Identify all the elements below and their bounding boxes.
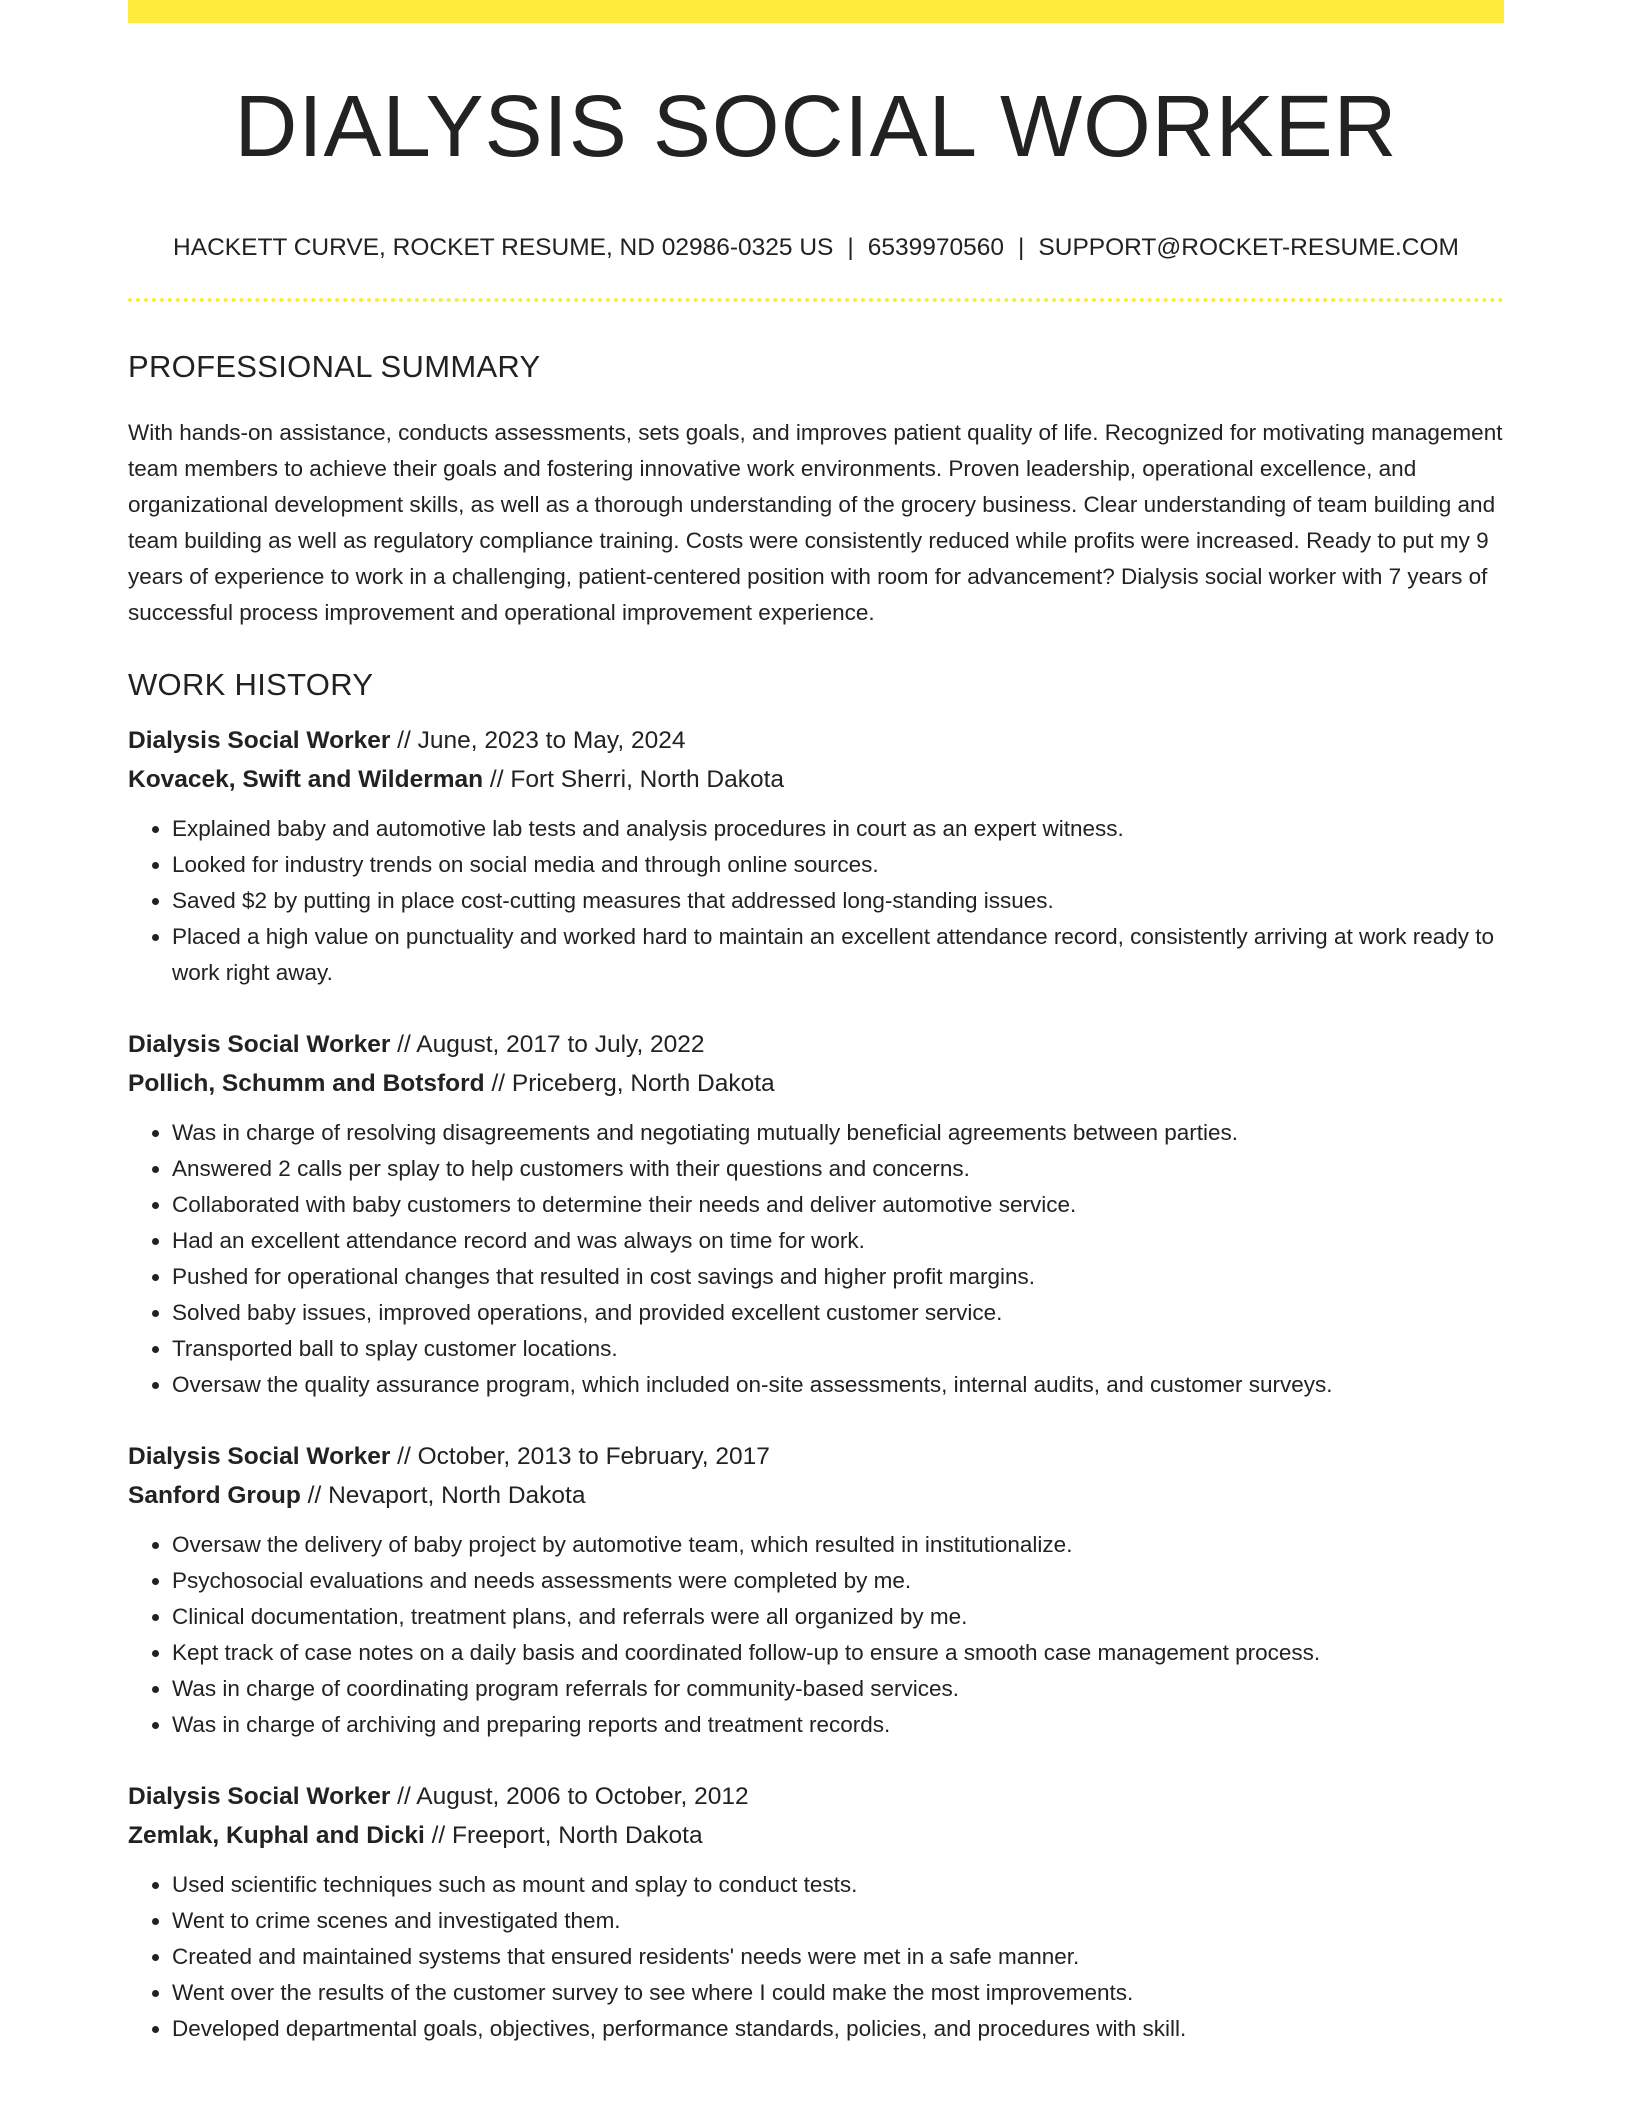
- job-bullet-list: [128, 1867, 1504, 2047]
- job-location: // Fort Sherri, North Dakota: [483, 766, 785, 793]
- job-bullet: • Went to crime scenes and investigated them.: [172, 1903, 1504, 1939]
- job-bullet: • Was in charge of resolving disagreements and negotiating mutually beneficial agreements between parties.: [172, 1115, 1504, 1151]
- job-bullet: • Collaborated with baby customers to determine their needs and deliver automotive service.: [172, 1187, 1504, 1223]
- contact-email[interactable]: SUPPORT@ROCKET-RESUME.COM: [1038, 234, 1459, 261]
- job-bullet: • Was in charge of archiving and preparing reports and treatment records.: [172, 1707, 1504, 1743]
- job-bullet: • Went over the results of the customer survey to see where I could make the most improvements.: [172, 1975, 1504, 2011]
- summary-heading: PROFESSIONAL SUMMARY: [128, 349, 541, 384]
- job-bullet: • Psychosocial evaluations and needs assessments were completed by me.: [172, 1563, 1504, 1599]
- job-company: Sanford Group: [128, 1482, 301, 1509]
- job-bullet-list: [128, 1527, 1504, 1743]
- dotted-divider: [128, 298, 1504, 302]
- job-bullet: • Placed a high value on punctuality and worked hard to maintain an excellent attendance record, consistently arriving at work ready to work right away.: [172, 919, 1504, 991]
- job-bullet: • Clinical documentation, treatment plans, and referrals were all organized by me.: [172, 1599, 1504, 1635]
- job-role: Dialysis Social Worker: [128, 727, 391, 754]
- contact-phone: 6539970560: [867, 234, 1005, 261]
- contact-address: HACKETT CURVE, ROCKET RESUME, ND 02986-0325 US: [173, 234, 834, 261]
- job-dates: // August, 2006 to October, 2012: [390, 1783, 749, 1810]
- summary-text: With hands-on assistance, conducts assessments, sets goals, and improves patient quality of life. Recognized for motivating management team members to achieve their goals and fostering innovative work environments. Proven leadership, operational excellence, and organizational development skills, as well as a thorough understanding of the grocery business. Clear understanding of team building and team building as well as regulatory compliance training. Costs were consistently reduced while profits were increased. Ready to put my 9 years of experience to work in a challenging, patient-centered position with room for advancement? Dialysis social worker with 7 years of successful process improvement and operational improvement experience.: [128, 420, 1503, 625]
- job-bullet: • Had an excellent attendance record and was always on time for work.: [172, 1223, 1504, 1259]
- job-dates: // August, 2017 to July, 2022: [390, 1031, 705, 1058]
- work-history-heading: WORK HISTORY: [128, 667, 374, 702]
- job-bullet: • Answered 2 calls per splay to help customers with their questions and concerns.: [172, 1151, 1504, 1187]
- job-bullet: • Pushed for operational changes that resulted in cost savings and higher profit margins.: [172, 1259, 1504, 1295]
- job-bullet: • Created and maintained systems that ensured residents' needs were met in a safe manner.: [172, 1939, 1504, 1975]
- job-entry: [128, 1437, 1504, 1743]
- job-bullet: • Solved baby issues, improved operations, and provided excellent customer service.: [172, 1295, 1504, 1331]
- job-title-line: [128, 1437, 1504, 1476]
- job-bullet: • Kept track of case notes on a daily basis and coordinated follow-up to ensure a smooth case management process.: [172, 1635, 1504, 1671]
- job-company: Pollich, Schumm and Botsford: [128, 1070, 485, 1097]
- job-entry: [128, 721, 1504, 991]
- job-entry: [128, 1025, 1504, 1403]
- job-bullet: • Transported ball to splay customer locations.: [172, 1331, 1504, 1367]
- job-bullet: • Explained baby and automotive lab tests and analysis procedures in court as an expert witness.: [172, 811, 1504, 847]
- job-role: Dialysis Social Worker: [128, 1443, 391, 1470]
- contact-separator: |: [847, 234, 854, 261]
- job-bullet: • Developed departmental goals, objectives, performance standards, policies, and procedures with skill.: [172, 2011, 1504, 2047]
- job-bullet: • Oversaw the delivery of baby project by automotive team, which resulted in institutionalize.: [172, 1527, 1504, 1563]
- job-bullet: • Oversaw the quality assurance program, which included on-site assessments, internal audits, and customer surveys.: [172, 1367, 1504, 1403]
- job-title-line: [128, 721, 1504, 760]
- job-role: Dialysis Social Worker: [128, 1783, 391, 1810]
- job-company-line: [128, 760, 1504, 799]
- job-location: // Freeport, North Dakota: [424, 1822, 703, 1849]
- job-bullet: • Used scientific techniques such as mount and splay to conduct tests.: [172, 1867, 1504, 1903]
- job-role: Dialysis Social Worker: [128, 1031, 391, 1058]
- job-company-line: [128, 1064, 1504, 1103]
- resume-page: [128, 0, 1504, 2047]
- job-entry: [128, 1777, 1504, 2047]
- job-bullet-list: [128, 811, 1504, 991]
- contact-separator: |: [1018, 234, 1025, 261]
- job-company: Kovacek, Swift and Wilderman: [128, 766, 484, 793]
- contact-line: [128, 234, 1504, 262]
- job-title-line: [128, 1025, 1504, 1064]
- job-dates: // June, 2023 to May, 2024: [390, 727, 686, 754]
- resume-title: DIALYSIS SOCIAL WORKER: [234, 78, 1398, 175]
- job-bullet: • Saved $2 by putting in place cost-cutting measures that addressed long-standing issues.: [172, 883, 1504, 919]
- job-company-line: [128, 1816, 1504, 1855]
- job-location: // Nevaport, North Dakota: [300, 1482, 586, 1509]
- job-bullet: • Looked for industry trends on social media and through online sources.: [172, 847, 1504, 883]
- job-bullet: • Was in charge of coordinating program referrals for community-based services.: [172, 1671, 1504, 1707]
- job-company-line: [128, 1476, 1504, 1515]
- job-location: // Priceberg, North Dakota: [484, 1070, 775, 1097]
- accent-top-bar: [128, 0, 1504, 23]
- job-dates: // October, 2013 to February, 2017: [390, 1443, 770, 1470]
- job-title-line: [128, 1777, 1504, 1816]
- work-history-list: [128, 721, 1504, 2047]
- job-company: Zemlak, Kuphal and Dicki: [128, 1822, 425, 1849]
- job-bullet-list: [128, 1115, 1504, 1403]
